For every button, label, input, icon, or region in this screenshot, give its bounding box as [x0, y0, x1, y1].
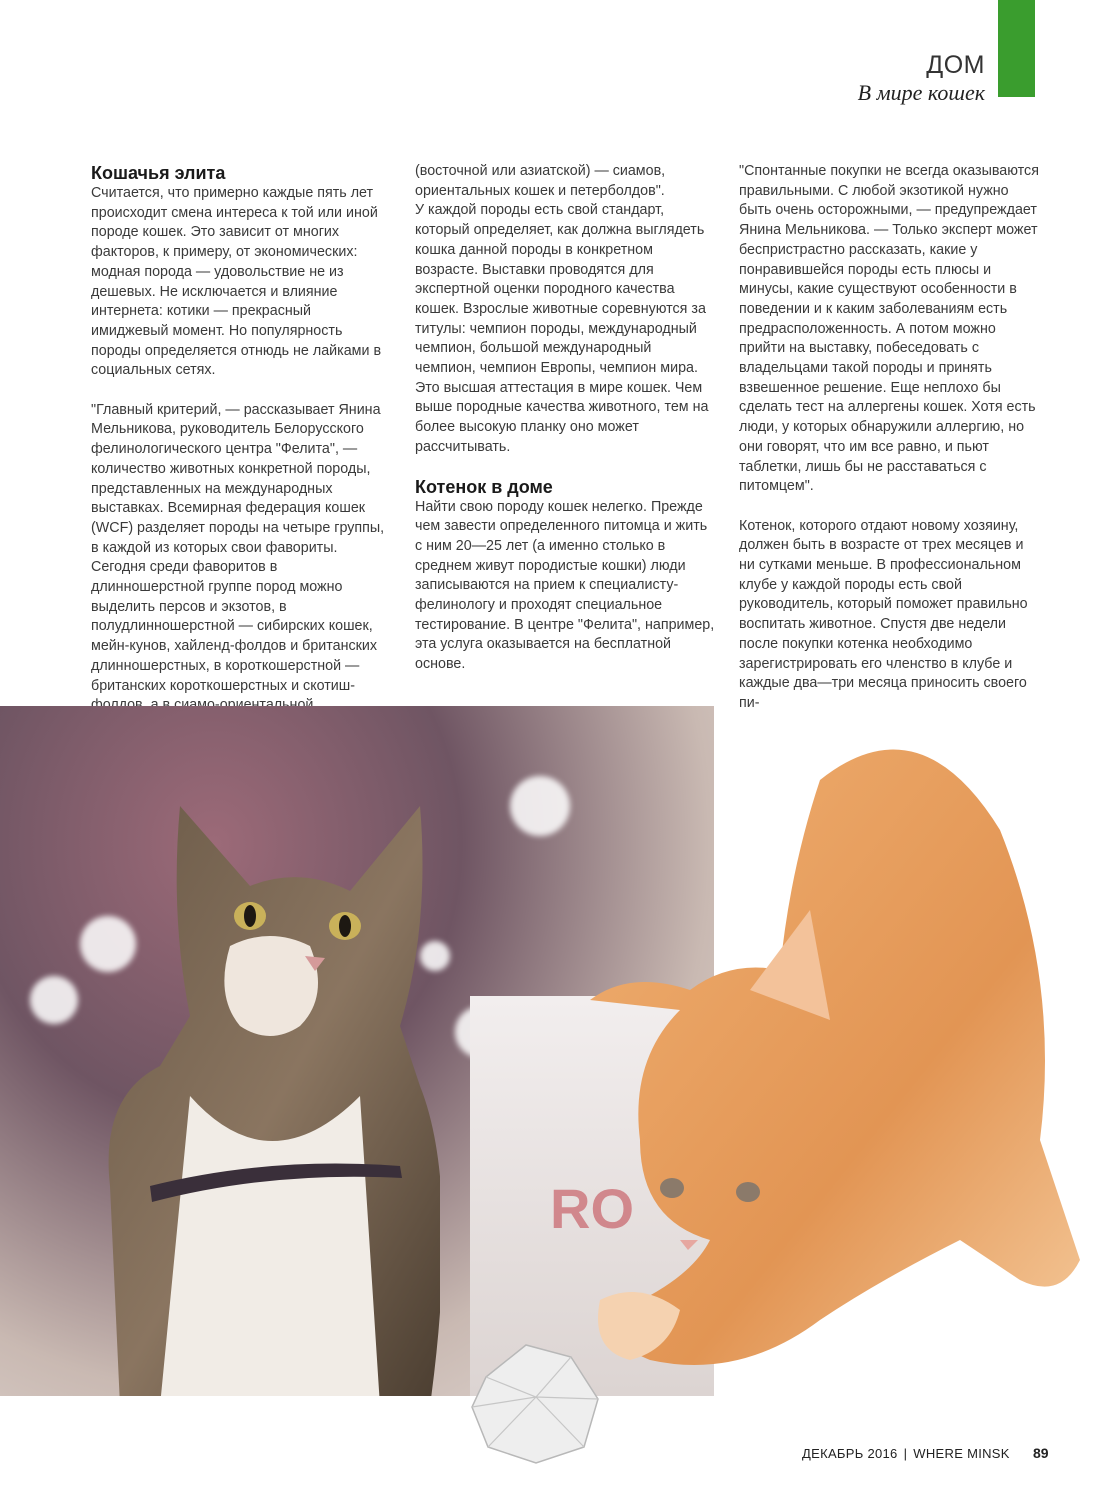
- page-footer: [802, 1446, 1010, 1461]
- page-number: 89: [1033, 1445, 1049, 1461]
- article-column-2: [415, 162, 715, 675]
- article-column-1: [91, 162, 391, 716]
- crumpled-paper-ball: [466, 1337, 606, 1467]
- heading-kitten-at-home: Котенок в доме: [415, 476, 553, 497]
- magazine-name: WHERE MINSK: [913, 1446, 1010, 1461]
- section-color-tab: [998, 0, 1035, 97]
- bokeh-light: [30, 976, 78, 1024]
- article-column-3: [739, 162, 1039, 714]
- paragraph: Найти свою породу кошек нелегко. Прежде чем завести определенного питомца и жить с ним 20—25 лет (а именно столько в среднем живут породистые кошки) люди записываются на прием к специалисту-фелинологу и проходят специальное тестирование. В центре "Фелита", например, эта услуга оказывается на бесплатной основе.: [415, 498, 715, 673]
- section-subtitle: В мире кошек: [857, 80, 985, 105]
- ginger-kitten-illustration: [560, 720, 1100, 1420]
- maine-coon-cat-illustration: [100, 766, 440, 1396]
- paragraph: У каждой породы есть свой стандарт, который определяет, как должна выглядеть кошка данной породы в конкретном возрасте. Выставки проводятся для экспертной оценки породного качества кошек. Взрослые животные соревнуются за титулы: чемпион породы, международный чемпион, большой международный чемпион, чемпион Европы, чемпион мира. Это высшая аттестация в мире кошек. Чем выше породные качества животного, тем на более высокую планку оно может рассчитывать.: [415, 202, 709, 455]
- footer-separator: |: [903, 1446, 908, 1461]
- paragraph: "Главный критерий, — рассказывает Янина Мельникова, руководитель Белорусского фелинологического центра "Фелита", — количество животных конкретной породы, представленных на международных выставках. Всемирная федерация кошек (WCF) разделяет породы на четыре группы, в каждой из которых свои фавориты. Сегодня среди фаворитов в длинношерстной группе пород можно выделить персов и экзотов, в полудлинношерстной — сибирских кошек, мейн-кунов, хайленд-фолдов и британских длинношерстных, в короткошерстной — британских короткошерстных и скотиш-: [91, 401, 385, 694]
- paragraph: Считается, что примерно каждые пять лет происходит смена интереса к той или иной породе кошек. Это зависит от многих факторов, к примеру, от экономических: модная порода — удовольствие не из дешевых. Не исключается и влияние интернета: котики — прекрасный имиджевый момент. Но популярность породы определяется отнюдь не лайками в социальных сетях.: [91, 185, 382, 379]
- heading-cat-elite: Кошачья элита: [91, 163, 226, 183]
- paragraph: (восточной или азиатской) — сиамов, ориентальных кошек и петерболдов".: [415, 163, 666, 199]
- section-title: ДОМ: [926, 51, 985, 79]
- paragraph: Котенок, которого отдают новому хозяину, должен быть в возрасте от трех месяцев и ни сутками меньше. В профессиональном клубе у каждой породы есть свой руководитель, который поможет правильно воспитать животное. Спустя две недели после покупки котенка необходимо зарегистрировать его членство в клубе и каждые два—три месяца приносить своего пи-: [739, 517, 1028, 711]
- issue-date: ДЕКАБРЬ 2016: [802, 1446, 898, 1461]
- paragraph: "Спонтанные покупки не всегда оказываются правильными. С любой экзотикой нужно быть очень осторожными, — предупреждает Янина Мельникова. — Только эксперт может беспристрастно рассказать, какие у понравившейся породы есть плюсы и минусы, какие существуют особенности в поведении и к каким заболеваниям есть предрасположенность. А потом можно прийти на выставку, побеседовать с владельцами такой породы и принять взвешенное решение. Еще неплохо бы сделать тест на аллергены кошек. Хотя есть люди, у которых обнаружили аллергию, но они говорят, что им все равно, и пьют таблетки, лишь бы не расставаться с питомцем".: [739, 163, 1039, 495]
- box-lettering: RO: [550, 1177, 634, 1240]
- section-header: [858, 50, 985, 106]
